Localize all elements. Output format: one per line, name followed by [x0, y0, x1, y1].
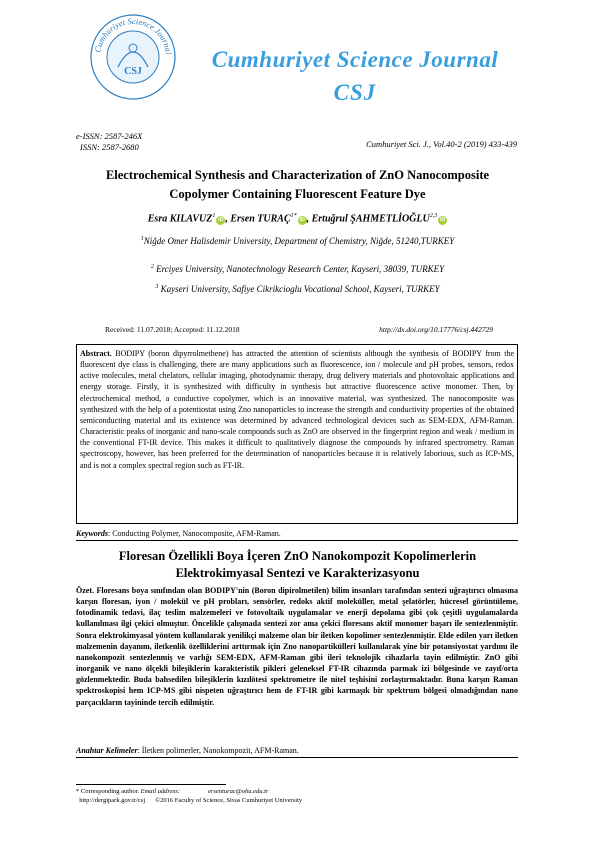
citation: Cumhuriyet Sci. J., Vol.40-2 (2019) 433-439: [366, 139, 517, 149]
abstract-label: Abstract.: [80, 349, 112, 358]
copyright: ©2016 Faculty of Science, Sivas Cumhuriyet University: [155, 797, 303, 804]
issn-block: [76, 131, 142, 153]
affiliation-text: Erciyes University, Nanotechnology Research Center, Kayseri, 38039, TURKEY: [156, 264, 445, 274]
journal-url[interactable]: http://dergipark.gov.tr/csj: [79, 797, 146, 804]
keywords-label: Keywords: [76, 529, 108, 538]
turkish-title-line1: Floresan Özellikli Boya İçeren ZnO Nanokompozit Kopolimerlerin: [118, 549, 477, 563]
affiliation-sup: 3: [155, 284, 159, 290]
affiliation-text: Kayseri University, Safiye Cikrikcioglu Vocational School, Kayseri, TURKEY: [160, 284, 440, 294]
affiliation-3: [60, 284, 535, 294]
abstract-box: [76, 344, 518, 524]
affiliation-1: [60, 236, 535, 246]
author-name: Esra KILAVUZ: [147, 213, 213, 225]
e-issn: e-ISSN: 2587-246X: [76, 131, 143, 141]
email-label: Email address:: [140, 788, 180, 795]
author-name: Ertuğrul ŞAHMETLİOĞLU: [311, 213, 430, 225]
ozet-text: Floresans boya sınıfından olan BODIPY'nin (Boron dipirolmetilen) bilim insanları tarafından sentezi uğraştırıcı olmasına karşın floresan, iyon / molekül ve pH probları, sensörler, redoks aktif moleküller, metal şelatörler, hücresel görüntüleme, fotodinamik tedavi, ilaç teslim malzemeleri ve fotovoltaik uygulamalar ve enerji depolama gibi çok çeşitli uygulamalarda kullanılması ilgi çekici olmuştur. Öncelikle çalışmada sentezi zor ama çekici floresans aktif monomer başarı ile sentezlenmiştir. Sonra elektrokimyasal yöntem kullanılarak yenilikçi malzeme olan bir iletken kopolimer sentezlenmiştir. Elde edilen yarı iletken malzemenin dayanım, iletkenlik özelliklerini arttırmak için Zno nanopartikülleri kullanılarak yine bir potansiyostat yardımı ile nanokompozit sentezlenmiş ve varlığı SEM-EDX, AFM-Raman gibi ileri teknolojik cihazlarla tayin edilmiştir. ZnO gibi inorganik ve nano ölçekli bileşiklerin karakteristik pikleri geleneksel FT-IR cihazında parmak izi bölgesinde ve zayıf/orta gözlenmektedir. Buda bahsedilen bileşiklerin kızılötesi spektrometre ile nitel teşhisini zorlaştırmaktadır. Buna karşın Raman spektroskopisi hem ICP-MS gibi nispeten uğraştırıcı hem de FT-IR gibi karmaşık bir spektrum bölgesi olmadığından nano parçacıkların tayininde tercih edilmiştir.: [76, 586, 518, 707]
journal-title: Cumhuriyet Science Journal: [211, 47, 499, 72]
ozet-label: Özet.: [76, 586, 94, 595]
author-sup: 1*: [290, 213, 297, 219]
affiliation-sup: 1: [140, 236, 144, 242]
issn: ISSN: 2587-2680: [80, 142, 139, 152]
affiliation-2: [60, 264, 535, 274]
author-name: Ersen TURAÇ: [230, 213, 291, 225]
turkish-title: [70, 548, 525, 582]
footnote-rule: [76, 784, 226, 785]
logo-ring-text: Cumhuriyet Science Journal: [92, 15, 174, 55]
email-link[interactable]: ersenturac@ohu.edu.tr: [207, 788, 269, 795]
author-sup: 2,3: [429, 213, 438, 219]
divider: [76, 540, 518, 541]
keywords-text: : Conducting Polymer, Nanocomposite, AFM-Raman.: [108, 529, 281, 538]
anahtar-label: Anahtar Kelimeler: [76, 746, 138, 755]
orcid-icon[interactable]: iD: [218, 217, 224, 224]
author-sup: 1: [212, 213, 216, 219]
anahtar-text: : İletken polimerler, Nanokompozit, AFM-Raman.: [137, 746, 299, 755]
paper-title-line2: Copolymer Containing Fluorescent Feature Dye: [169, 187, 426, 201]
paper-title: [70, 166, 525, 204]
divider: [76, 757, 518, 758]
corresponding-label: * Corresponding author.: [76, 788, 140, 795]
affiliation-sup: 2: [150, 264, 154, 270]
paper-title-line1: Electrochemical Synthesis and Characterization of ZnO Nanocomposite: [105, 168, 490, 182]
logo-mark: CSJ: [124, 66, 142, 77]
anahtar-kelimeler: [76, 746, 299, 755]
orcid-icon[interactable]: iD: [299, 217, 305, 224]
footnote: [76, 787, 302, 805]
journal-logo: [88, 12, 178, 102]
abstract-text: BODIPY (boron dipyrrolmethene) has attracted the attention of scientists although the synthesis of BODIPY from the fluorescent dye class is challenging, there are many applications such as fluorescence, ion / molecule and pH probes, sensors, redox active molecules, metal chelators, cellular imaging, photodynamic therapy, drug delivery materials and photovoltaic applications and energy storage. Firstly, it is synthesized with difficulty in synthesis but attractive fluorescence active monomer. Then, by electrochemical method, a conductive copolymer, which is an innovative material, was synthesized. The nanocomposite was synthesized with the help of a potentiostat using Zno nanoparticles to increase the strength and conductivity properties of the obtained semiconducting material and its existence was determined by advanced technological devices such as SEM-EDX, AFM-Raman. Characteristic peaks of inorganic and nano-scale compounds such as ZnO are observed in the fingerprint region and weak / medium in the conventional FT-IR device. This makes it difficult to qualitatively diagnose the compounds by infrared spectrometry. Raman spectroscopy, however, has been preferred for the determination of nanoparticles because it is relatively laborious, such as ICP-MS, and is not a complex spectral region such as FT-IR.: [80, 349, 515, 470]
affiliation-text: Niğde Omer Halisdemir University, Department of Chemistry, Niğde, 51240,TURKEY: [143, 236, 455, 246]
received-dates: Received: 11.07.2018; Accepted: 11.12.2018: [105, 325, 240, 334]
turkish-title-line2: Elektrokimyasal Sentezi ve Karakterizasyonu: [175, 566, 420, 580]
orcid-icon[interactable]: iD: [439, 217, 446, 224]
doi-link[interactable]: http://dx.doi.org/10.17776/csj.442729: [379, 325, 493, 334]
keywords: [76, 529, 281, 538]
journal-abbr: CSJ: [333, 80, 377, 105]
author-list: Esra KILAVUZ$^1$iD , Ersen $TURAÇ^{1*}iD$ , Ertuğrul ŞAHMETLİOĞLU$^{2,3}$iD: [147, 213, 446, 225]
ozet-paragraph: [76, 585, 518, 708]
